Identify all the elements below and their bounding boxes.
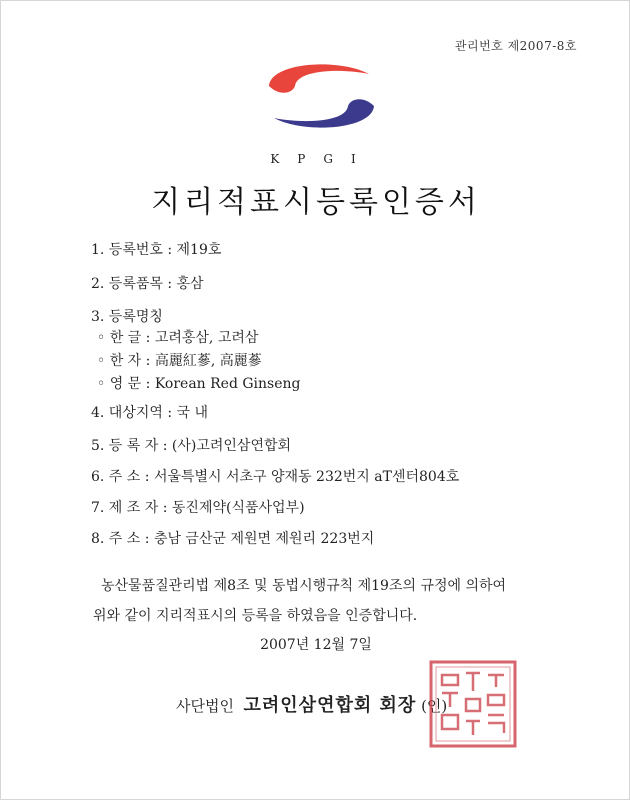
item-6: 6. 주 소 : 서울특별시 서초구 양재동 232번지 aT센터804호 [91,469,460,485]
signature-mark: (인) [421,697,448,715]
statement-line-2: 위와 같이 지리적표시의 등록을 하였음을 인증합니다. [93,608,418,624]
name-hanja: ◦ 한 자 : 高麗紅蔘, 高麗蔘 [97,353,262,369]
kpgi-logo-icon [259,56,384,136]
item-8: 8. 주 소 : 충남 금산군 제원면 제원리 223번지 [91,531,375,547]
statement-line-1: 농산물품질관리법 제8조 및 동법시행규칙 제19조의 규정에 의하여 [101,578,507,594]
logo-red-swoosh [269,64,369,92]
logo-blue-swoosh [274,99,374,127]
name-korean: ◦ 한 글 : 고려홍삼, 고려삼 [97,330,259,346]
management-number: 관리번호 제2007-8호 [454,39,577,53]
item-2: 2. 등록품목 : 홍삼 [91,276,204,292]
page-title: 지리적표시등록인증서 [151,185,481,220]
signature-org: 고려인삼연합회 회장 [243,695,417,716]
issue-date: 2007년 12월 7일 [260,637,372,653]
item-4: 4. 대상지역 : 국 내 [91,405,209,421]
signature-line [176,691,447,717]
signature-prefix: 사단법인 [176,697,234,715]
item-5: 5. 등 록 자 : (사)고려인삼연합회 [91,438,292,454]
official-seal-icon [428,659,518,749]
item-3: 3. 등록명칭 [91,309,163,325]
item-1: 1. 등록번호 : 제19호 [91,242,222,258]
item-7: 7. 제 조 자 : 동진제약(식품사업부) [91,500,305,516]
certification-statement [93,571,581,631]
name-english: ◦ 영 문 : Korean Red Ginseng [97,376,301,392]
logo-text: KPGI [270,152,374,166]
